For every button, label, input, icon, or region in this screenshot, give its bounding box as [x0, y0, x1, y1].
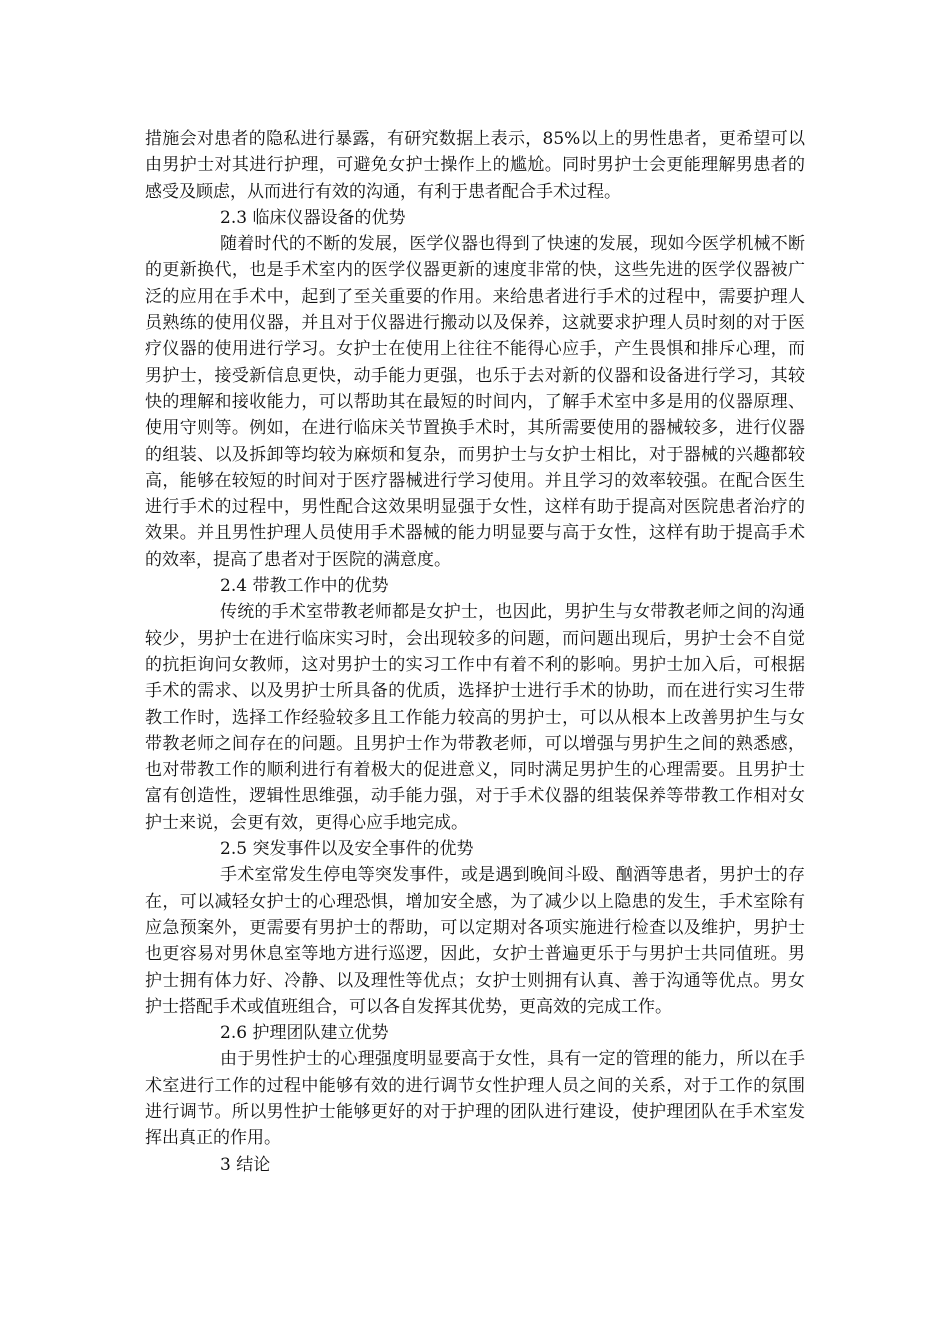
section-heading-2-6: 2.6 护理团队建立优势 [220, 1023, 389, 1044]
body-paragraph: 措施会对患者的隐私进行暴露，有研究数据上表示，85%以上的男性患者，更希望可以由男护士对其进行护理，可避免女护士操作上的尴尬。同时男护士会更能理解男患者的感受及顾虑，从而进行有效的沟通，有利于患者配合手术过程。 [145, 129, 805, 202]
body-paragraph: 随着时代的不断的发展，医学仪器也得到了快速的发展，现如今医学机械不断的更新换代，也是手术室内的医学仪器更新的速度非常的快，这些先进的医学仪器被广泛的应用在手术中，起到了至关重要的作用。来给患者进行手术的过程中，需要护理人员熟练的使用仪器，并且对于仪器进行搬动以及保养，这就要求护理人员时刻的对于医疗仪器的使用进行学习。女护士在使用上往往不能得心应手，产生畏惧和排斥心理，而男护士，接受新信息更快，动手能力更强，也乐于去对新的仪器和设备进行学习，其较快的理解和接收能力，可以帮助其在最短的时间内，了解手术室中多是用的仪器原理、使用守则等。例如，在进行临床关节置换手术时，其所需要使用的器械较多，进行仪器的组装、以及拆卸等均较为麻烦和复杂，而男护士与女护士相比，对于器械的兴趣都较高，能够在较短的时间对于医疗器械进行学习使用。并且学习的效率较强。在配合医生进行手术的过程中，男性配合这效果明显强于女性，这样有助于提高对医院患者治疗的效果。并且男性护理人员使用手术器械的能力明显要与高于女性，这样有助于提高手术的效率，提高了患者对于医院的满意度。 [145, 234, 805, 570]
document-page [145, 126, 805, 1178]
body-paragraph: 传统的手术室带教老师都是女护士，也因此，男护生与女带教老师之间的沟通较少，男护士在进行临床实习时，会出现较多的问题，而问题出现后，男护士会不自觉的抗拒询问女教师，这对男护士的实习工作中有着不利的影响。男护士加入后，可根据手术的需求、以及男护士所具备的优质，选择护士进行手术的协助，而在进行实习生带教工作时，选择工作经验较多且工作能力较高的男护士，可以从根本上改善男护生与女带教老师之间存在的问题。且男护士作为带教老师，可以增强与男护生之间的熟悉感，也对带教工作的顺利进行有着极大的促进意义，同时满足男护生的心理需要。且男护士富有创造性，逻辑性思维强，动手能力强，对于手术仪器的组装保养等带教工作相对女护士来说，会更有效，更得心应手地完成。 [145, 602, 805, 833]
section-heading-2-5: 2.5 突发事件以及安全事件的优势 [220, 839, 474, 860]
section-heading-3: 3 结论 [220, 1154, 271, 1175]
body-paragraph: 手术室常发生停电等突发事件，或是遇到晚间斗殴、酗酒等患者，男护士的存在，可以减轻女护士的心理恐惧，增加安全感，为了减少以上隐患的发生，手术室除有应急预案外，更需要有男护士的帮助，可以定期对各项实施进行检查以及维护，男护士也更容易对男休息室等地方进行巡逻，因此，女护士普遍更乐于与男护士共同值班。男护士拥有体力好、冷静、以及理性等优点；女护士则拥有认真、善于沟通等优点。男女护士搭配手术或值班组合，可以各自发挥其优势，更高效的完成工作。 [145, 865, 805, 1017]
section-heading-2-3: 2.3 临床仪器设备的优势 [220, 207, 406, 228]
section-heading-2-4: 2.4 带教工作中的优势 [220, 576, 389, 597]
body-paragraph: 由于男性护士的心理强度明显要高于女性，具有一定的管理的能力，所以在手术室进行工作的过程中能够有效的进行调节女性护理人员之间的关系，对于工作的氛围进行调节。所以男性护士能够更好的对于护理的团队进行建设，使护理团队在手术室发挥出真正的作用。 [145, 1049, 805, 1149]
